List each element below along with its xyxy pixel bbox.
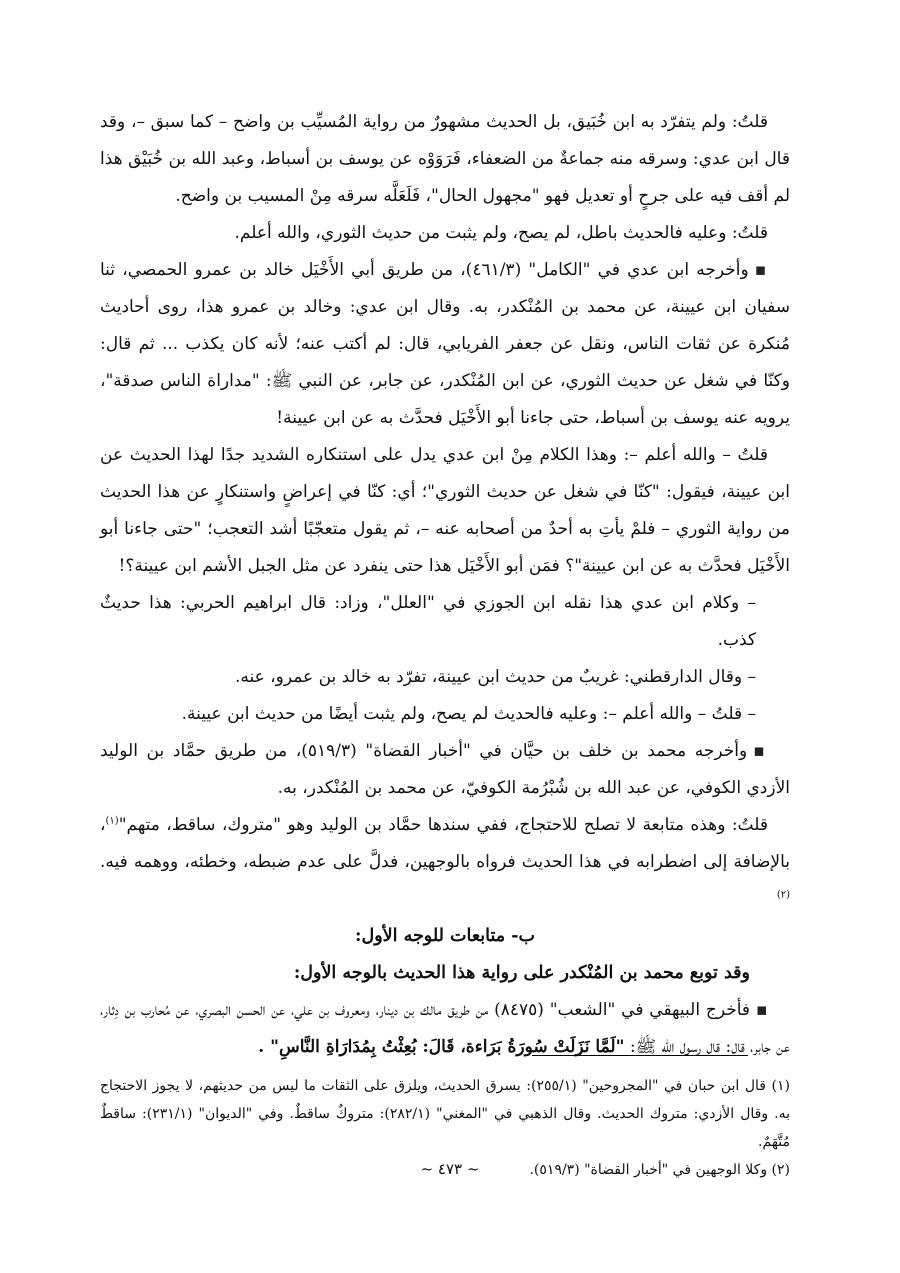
dash-icon: – — [747, 593, 757, 613]
bullet-icon: ▪ — [754, 260, 768, 280]
footnote-ref-2: (٢) — [776, 889, 790, 901]
subsection-heading: وقد توبع محمد بن المُنْكدر على رواية هذا الحديث بالوجه الأول: — [293, 963, 750, 983]
footnote-divider — [532, 1055, 748, 1056]
footnote-ref-1: (١) — [105, 815, 119, 827]
dash-item-3 — [100, 696, 790, 733]
paragraph-1: قلتُ: ولم يتفرّد به ابن خُبَيق، بل الحديث مشهورٌ من رواية المُسيِّب بن واضح – كما سبق –، وقد قال ابن عدي: وسرقه منه جماعةٌ من الضعفاء، فَرَوَوْه عن يوسف بن أسباط، وعبد الله بن خُبَيْق هذا لم أقف فيه على جرحٍ أو تعديل فهو "مجهول الحال"، فَلَعَلَّه سرقه مِنْ المسيب بن واضح. — [100, 112, 790, 206]
paragraph-5-text: وأخرجه محمد بن خلف بن حيَّان في "أخبار القضاة" (٥١٩/٣)، من طريق حمَّاد بن الوليد الأزدي الكوفي، عن عبد الله بن شُبْرُمة الكوفيّ، عن محمد بن المُنْكدر، به. — [100, 741, 790, 798]
dash-item-2 — [100, 659, 790, 696]
section-heading: ب- متابعات للوجه الأول: — [355, 926, 535, 946]
bullet-icon: ▪ — [753, 741, 768, 761]
dash-item-text: وكلام ابن عدي هذا نقله ابن الجوزي في "العلل"، وزاد: قال ابراهيم الحربي: هذا حديثٌ كذب. — [100, 593, 756, 650]
dash-item-text: وقال الدارقطني: غريبٌ من حديث ابن عيينة، تفرّد به خالد بن عمرو، عنه. — [234, 667, 743, 687]
paragraph-6-text-a: قلتُ: وهذه متابعة لا تصلح للاحتجاج، ففي سندها حمَّاد بن الوليد وهو "متروك، ساقط، متهم" — [118, 815, 768, 835]
main-text — [100, 104, 790, 1066]
dash-item-text: قلتُ – والله أعلم –: وعليه فالحديث لم يصح، ولم يثبت أيضًا من حديث ابن عيينة. — [181, 704, 743, 724]
hadith-quote: "لَمَّا نَزَلَتْ سُورَةُ بَرَاءة، قَالَ: بُعِثْتُ بِمُدَارَاةِ النَّاسِ" . — [258, 1037, 625, 1057]
paragraph-6 — [100, 807, 790, 918]
paragraph-6-text-b: ، بالإضافة إلى اضطرابه في هذا الحديث فرواه بالوجهين، فدلَّ على عدم ضبطه، وخطئه، ووهمه فيه. — [100, 815, 790, 872]
dash-icon: – — [747, 704, 756, 724]
dash-icon: – — [747, 667, 756, 687]
paragraph-3 — [100, 252, 790, 437]
paragraph-5 — [100, 733, 790, 807]
paragraph-3-text: وأخرجه ابن عدي في "الكامل" (٤٦١/٣)، من طريق أبي الأَخْيَل خالد بن عمرو الحمصي، ثنا سفيان ابن عيينة، عن محمد بن المُنْكدر، به. وقال ابن عدي: وخالد بن عمرو هذا، روى أحاديث مُنكرة عن ثقات الناس، ونقل عن جعفر الفريابي، قال: لم أكتب عنه؛ لأنه كان يكذب ... ثم قال: وكنّا في شغل عن حديث الثوري، عن ابن المُنْكدر، عن جابر، عن النبي ﷺ: "مداراة الناس صدقة"، يرويه عنه يوسف بن أسباط، حتى جاءنا أبو الأَخْيَل فحدَّث به عن ابن عيينة! — [100, 260, 790, 428]
footnote-2: (٢) وكلا الوجهين في "أخبار القضاة" (٥١٩/٣). — [529, 1162, 790, 1178]
bullet-icon: ▪ — [756, 1000, 768, 1020]
footnote-1: (١) قال ابن حبان في "المجروحين" (٢٥٥/١): يسرق الحديث، ويلزق على الثقات ما ليس من حديثهم، لا يجوز الاحتجاج به. وقال الأزدي: متروك الحديث. وقال الذهبي في "المغني" (٢٨٢/١): متروكٌ ساقطٌ. وفي "الديوان" (٢٣١/١): ساقطٌ مُتَّهَمٌ. — [100, 1078, 791, 1150]
page-number: ~ ٤٧٣ ~ — [420, 1160, 480, 1178]
dash-item-1 — [100, 585, 790, 659]
paragraph-7-text: فأخرج البيهقي في "الشعب" (٨٤٧٥) من طريق مالك بن دينار، ومعروف بن علي، عن الحسن البصري، عن مُحارب بن دِثار، عن جابر، قال: قال رسول الله ﷺ: — [100, 1000, 790, 1057]
paragraph-4: قلتُ – والله أعلم –: وهذا الكلام مِنْ ابن عدي يدل على استنكاره الشديد جدًا لهذا الحديث عن ابن عيينة، فيقول: "كنّا في شغل عن حديث الثوري"؛ أي: كنّا في إعراضٍ واستنكارٍ عن هذا الحديث من رواية الثوري – فلمْ يأتِ به أحدٌ من أصحابه عنه –، ثم يقول متعجّبًا أشد التعجب؛ "حتى جاءنا أبو الأَخْيَل فحدَّث به عن ابن عيينة"؟ فمَن أبو الأَخْيَل هذا حتى ينفرد عن مثل الجبل الأشم ابن عيينة؟! — [100, 445, 790, 576]
paragraph-2: قلتُ: وعليه فالحديث باطل، لم يصح، ولم يثبت من حديث الثوري، والله أعلم. — [234, 223, 768, 243]
